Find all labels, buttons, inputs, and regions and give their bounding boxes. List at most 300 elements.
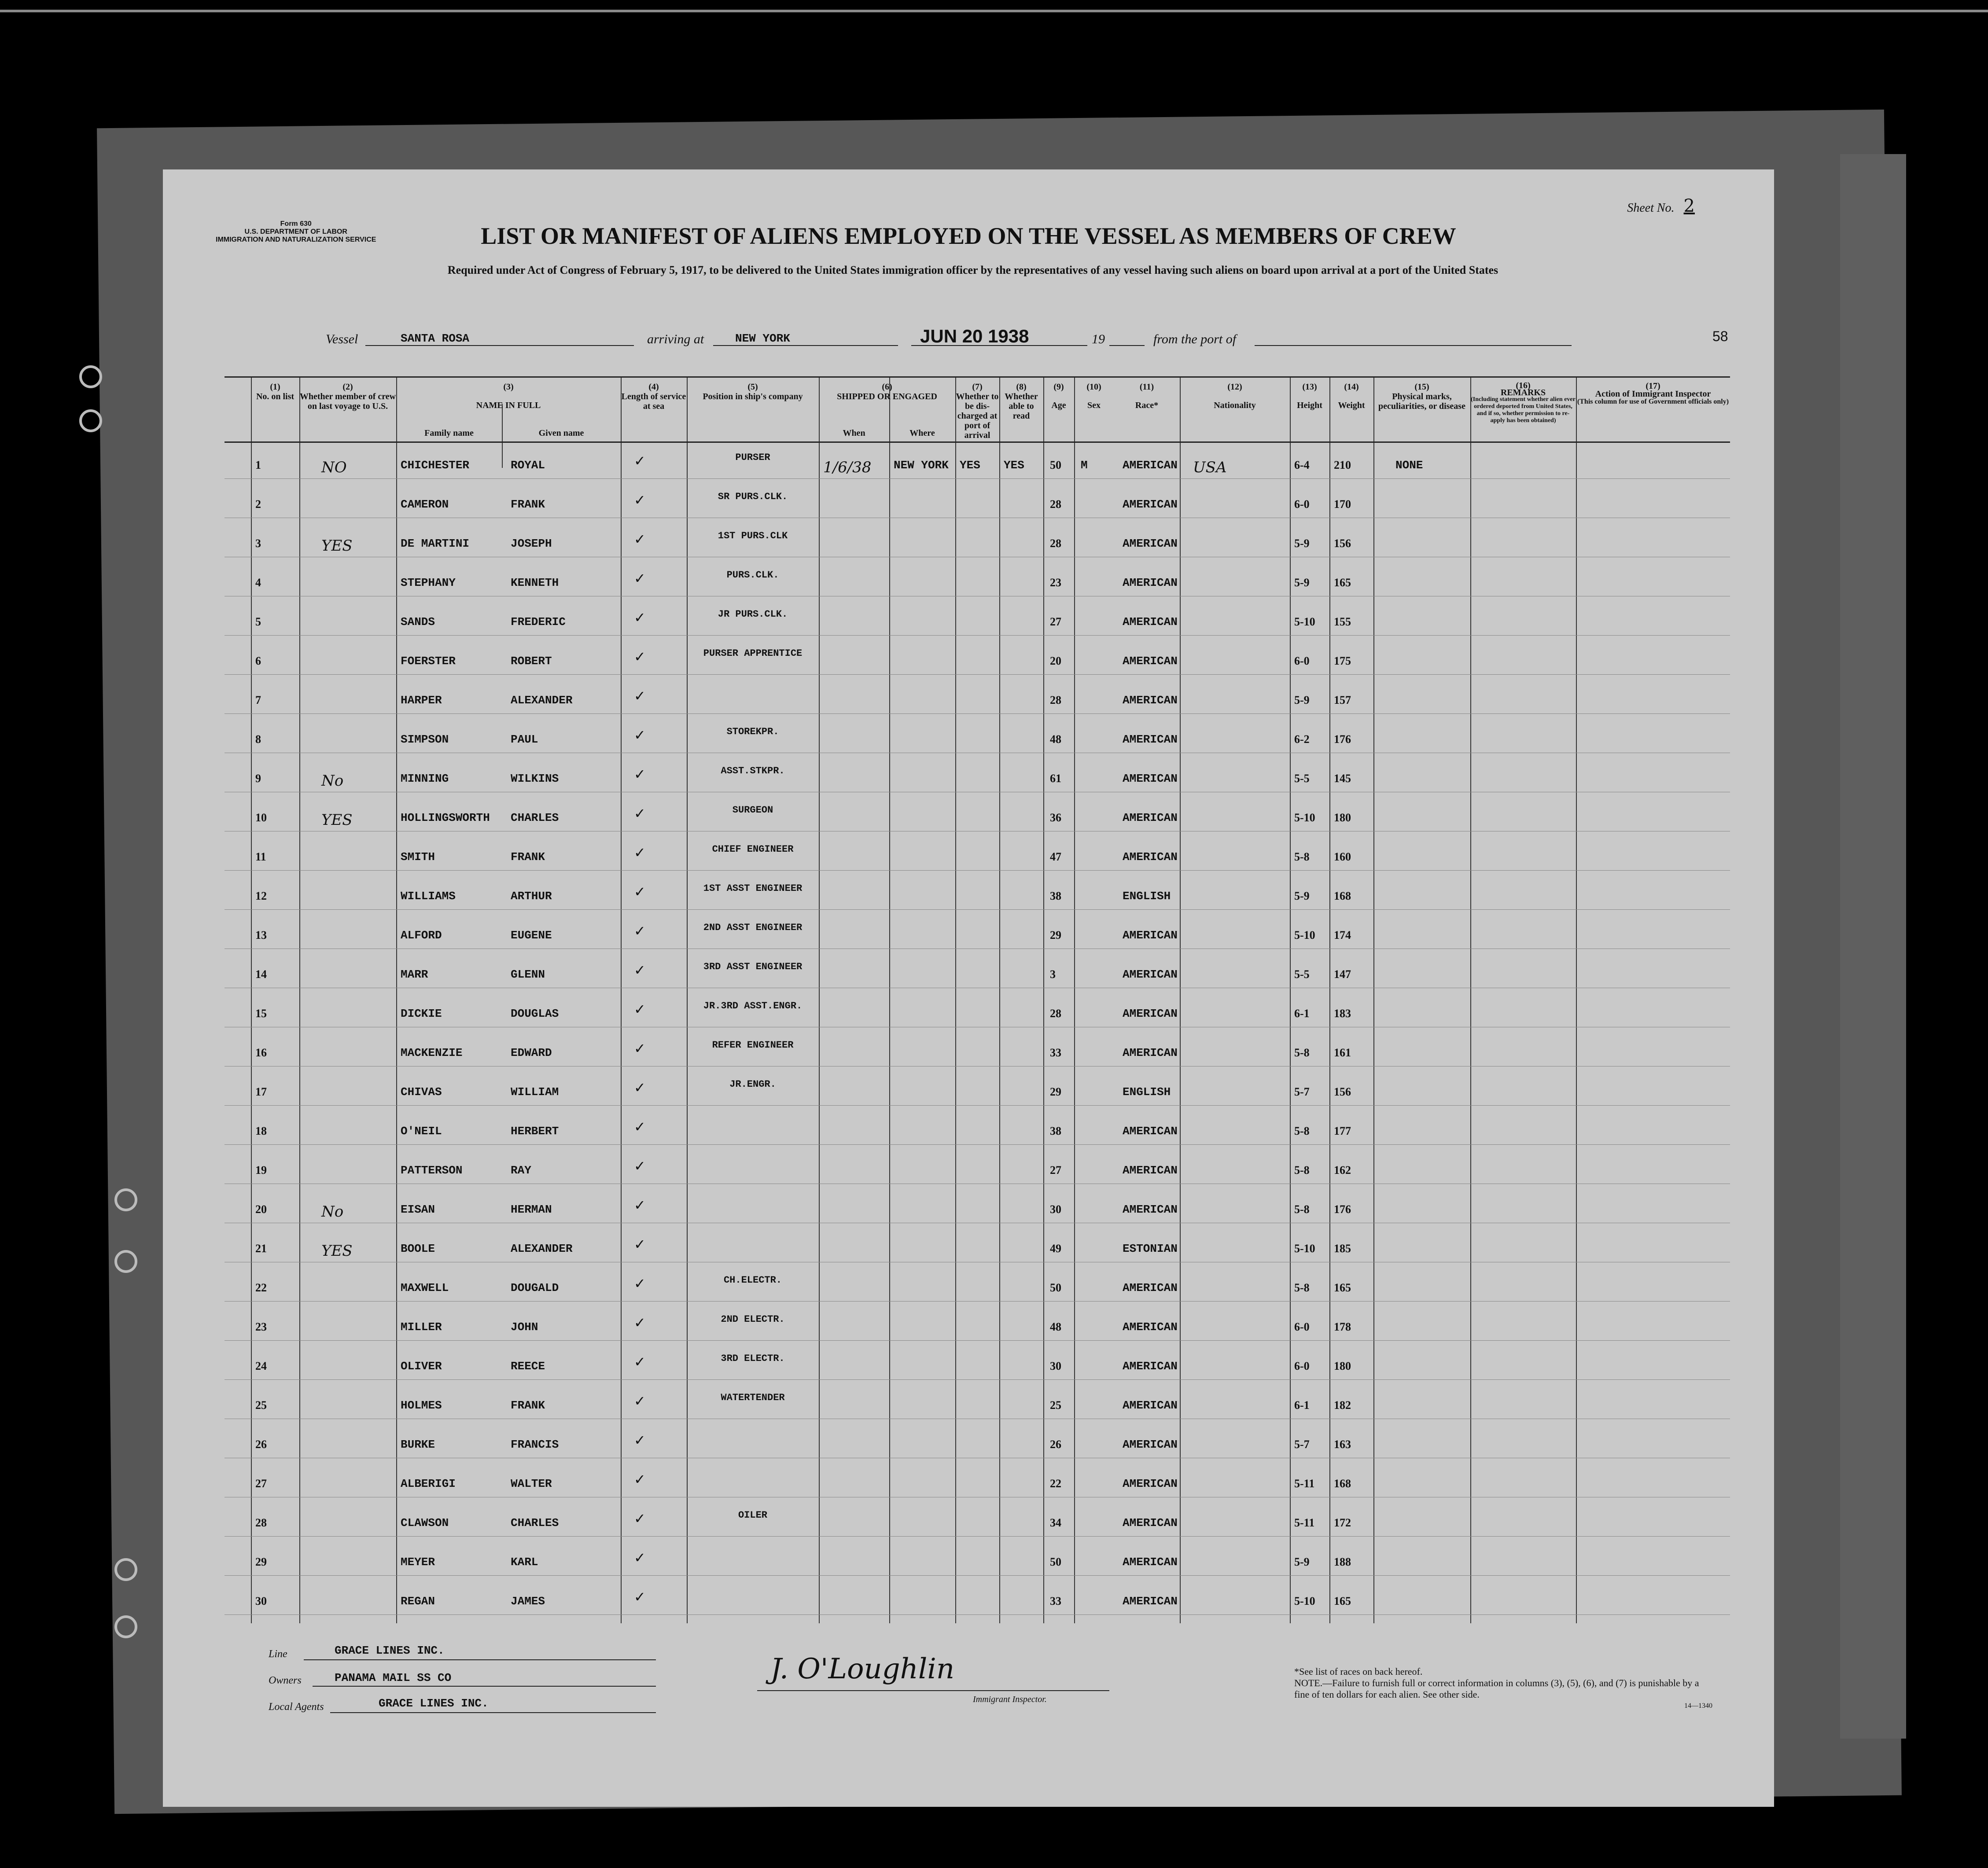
- cell-age: 50: [1050, 459, 1061, 471]
- table-row: [225, 757, 1730, 792]
- cell-age: 38: [1050, 890, 1061, 902]
- cell-given: GLENN: [511, 968, 545, 981]
- cell-wt: 182: [1334, 1399, 1351, 1412]
- check-mark-icon: ✓: [634, 805, 646, 822]
- binder-hole: [79, 365, 102, 388]
- cell-n: 10: [255, 811, 267, 824]
- cell-wt: 147: [1334, 968, 1351, 981]
- cell-age: 61: [1050, 772, 1061, 785]
- table-row: [225, 1266, 1730, 1302]
- document-subtitle: Required under Act of Congress of February 5, 1917, to be delivered to the United States immigration officer by the representatives of any vessel having such aliens on board upon arrival at a port of the United States: [447, 264, 1498, 276]
- cell-pos: CH.ELECTR.: [723, 1275, 782, 1286]
- col-4-header: (4) Length of service at sea: [621, 382, 686, 411]
- vessel-name: SANTA ROSA: [401, 332, 470, 345]
- table-row: [225, 640, 1730, 675]
- check-mark-icon: ✓: [634, 727, 646, 743]
- cell-wt: 165: [1334, 576, 1351, 589]
- cell-ht: 5-8: [1294, 1125, 1310, 1137]
- footnote: [1294, 1666, 1712, 1712]
- cell-n: 30: [255, 1595, 267, 1607]
- cell-age: 29: [1050, 1085, 1061, 1098]
- cell-ht: 5-8: [1294, 1203, 1310, 1216]
- cell-ht: 6-4: [1294, 459, 1310, 471]
- page-number: 58: [1712, 328, 1728, 344]
- cell-race: AMERICAN: [1123, 576, 1178, 589]
- owners-value: PANAMA MAIL SS CO: [335, 1671, 452, 1684]
- check-mark-icon: ✓: [634, 452, 646, 469]
- table-row: [225, 483, 1730, 518]
- cell-race: AMERICAN: [1123, 694, 1178, 707]
- cell-given: WALTER: [511, 1477, 552, 1490]
- cell-ht: 5-9: [1294, 537, 1310, 550]
- cell-n: 16: [255, 1046, 267, 1059]
- cell-n: 23: [255, 1320, 267, 1333]
- cell-race: AMERICAN: [1123, 1320, 1178, 1334]
- table-row: [225, 953, 1730, 988]
- cell-wt: 156: [1334, 537, 1351, 550]
- top-border-line: [0, 10, 1988, 12]
- col-10-header: (10) Sex: [1086, 382, 1101, 410]
- cell-race: AMERICAN: [1123, 1555, 1178, 1569]
- table-row: [225, 679, 1730, 714]
- cell-pos: JR.3RD ASST.ENGR.: [703, 1000, 803, 1011]
- table-row: [225, 1188, 1730, 1223]
- cell-given: ROYAL: [511, 459, 545, 472]
- check-mark-icon: ✓: [634, 1393, 646, 1409]
- cell-n: 22: [255, 1281, 267, 1294]
- cell-given: WILLIAM: [511, 1085, 559, 1099]
- where-header: Where: [909, 428, 935, 438]
- cell-wt: 176: [1334, 733, 1351, 746]
- table-row: [225, 1031, 1730, 1066]
- cell-pos: REFER ENGINEER: [712, 1040, 794, 1051]
- crew-table: [225, 376, 1730, 1623]
- cell-ht: 6-0: [1294, 655, 1310, 667]
- table-row: [225, 600, 1730, 636]
- table-row: [225, 1305, 1730, 1341]
- cell-family: REGAN: [401, 1595, 435, 1608]
- cell-n: 26: [255, 1438, 267, 1451]
- cell-ht: 6-0: [1294, 1360, 1310, 1372]
- check-mark-icon: ✓: [634, 844, 646, 861]
- department-name: U.S. DEPARTMENT OF LABOR: [244, 228, 347, 235]
- cell-age: 50: [1050, 1555, 1061, 1568]
- cell-age: 26: [1050, 1438, 1061, 1451]
- cell-given: CHARLES: [511, 811, 559, 824]
- cell-n: 28: [255, 1516, 267, 1529]
- cell-n: 9: [255, 772, 261, 785]
- table-row: [225, 835, 1730, 871]
- check-mark-icon: ✓: [634, 1001, 646, 1018]
- cell-family: MACKENZIE: [401, 1046, 463, 1059]
- cell-race: AMERICAN: [1123, 772, 1178, 785]
- cell-family: PATTERSON: [401, 1164, 463, 1177]
- cell-age: 25: [1050, 1399, 1061, 1412]
- cell-ht: 5-11: [1294, 1516, 1315, 1529]
- vessel-label: Vessel: [326, 332, 358, 346]
- cell-race: AMERICAN: [1123, 459, 1178, 472]
- cell-pos: 3RD ASST ENGINEER: [703, 961, 803, 972]
- check-mark-icon: ✓: [634, 609, 646, 626]
- cell-family: CAMERON: [401, 498, 449, 511]
- cell-ht: 5-9: [1294, 694, 1310, 706]
- cell-family: BURKE: [401, 1438, 435, 1451]
- cell-race: AMERICAN: [1123, 1281, 1178, 1294]
- arriving-label: arriving at: [647, 332, 704, 346]
- col-15-header: (15) Physical marks, peculiarities, or disease: [1378, 382, 1465, 411]
- cell-pos: 3RD ELECTR.: [721, 1353, 785, 1364]
- cell-n: 2: [255, 498, 261, 511]
- check-mark-icon: ✓: [634, 1589, 646, 1605]
- cell-pos: PURSER APPRENTICE: [703, 648, 803, 659]
- check-mark-icon: ✓: [634, 1549, 646, 1566]
- cell-prev: No: [321, 1203, 344, 1221]
- cell-ht: 5-9: [1294, 890, 1310, 902]
- document-title: LIST OR MANIFEST OF ALIENS EMPLOYED ON THE VESSEL AS MEMBERS OF CREW: [481, 223, 1456, 249]
- cell-given: HERBERT: [511, 1125, 559, 1138]
- cell-pos: PURSER: [735, 452, 770, 463]
- cell-sex: M: [1081, 459, 1088, 472]
- binder-hole: [114, 1558, 137, 1581]
- col-6-header: (6) SHIPPED OR ENGAGED: [837, 382, 937, 401]
- cell-prev: YES: [321, 537, 353, 555]
- table-row: [225, 1149, 1730, 1184]
- cell-race: AMERICAN: [1123, 1046, 1178, 1059]
- penalty-note: NOTE.—Failure to furnish full or correct information in columns (3), (5), (6), and (7) is punishable by a fine of ten dollars for each alien. See other side.: [1294, 1677, 1699, 1700]
- cell-age: 38: [1050, 1125, 1061, 1137]
- owners-label: Owners: [269, 1675, 302, 1686]
- cell-age: 30: [1050, 1203, 1061, 1216]
- cell-n: 8: [255, 733, 261, 746]
- check-mark-icon: ✓: [634, 1118, 646, 1135]
- cell-age: 30: [1050, 1360, 1061, 1372]
- cell-age: 33: [1050, 1595, 1061, 1607]
- cell-family: WILLIAMS: [401, 890, 456, 903]
- cell-wt: 168: [1334, 1477, 1351, 1490]
- cell-n: 5: [255, 615, 261, 628]
- cell-family: BOOLE: [401, 1242, 435, 1255]
- cell-race: AMERICAN: [1123, 1125, 1178, 1138]
- col-13-header: (13) Height: [1297, 382, 1322, 410]
- cell-n: 29: [255, 1555, 267, 1568]
- manifest-page: [163, 169, 1774, 1807]
- cell-given: ALEXANDER: [511, 694, 573, 707]
- cell-pos: WATERTENDER: [721, 1392, 785, 1403]
- col-11-header: (11) Race*: [1135, 382, 1159, 410]
- cell-prev: YES: [321, 1242, 353, 1260]
- check-mark-icon: ✓: [634, 1040, 646, 1057]
- cell-family: EISAN: [401, 1203, 435, 1216]
- cell-race: AMERICAN: [1123, 498, 1178, 511]
- given-name-header: Given name: [538, 428, 584, 438]
- cell-prev: NO: [321, 459, 347, 476]
- cell-n: 11: [255, 850, 266, 863]
- table-row: [225, 1541, 1730, 1576]
- table-row: [225, 1462, 1730, 1497]
- cell-given: JOSEPH: [511, 537, 552, 550]
- binder-hole: [114, 1250, 137, 1273]
- cell-pos: ASST.STKPR.: [721, 765, 785, 776]
- cell-ht: 5-11: [1294, 1477, 1315, 1490]
- cell-ht: 5-10: [1294, 1242, 1315, 1255]
- cell-wt: 145: [1334, 772, 1351, 785]
- cell-age: 28: [1050, 498, 1061, 511]
- cell-family: ALFORD: [401, 929, 442, 942]
- cell-n: 15: [255, 1007, 267, 1020]
- cell-age: 28: [1050, 1007, 1061, 1020]
- check-mark-icon: ✓: [634, 883, 646, 900]
- table-row: [225, 522, 1730, 557]
- cell-race: AMERICAN: [1123, 1360, 1178, 1373]
- check-mark-icon: ✓: [634, 648, 646, 665]
- cell-race: AMERICAN: [1123, 615, 1178, 629]
- cell-age: 27: [1050, 1164, 1061, 1177]
- form-number: Form 630: [280, 220, 312, 228]
- cell-family: CLAWSON: [401, 1516, 449, 1530]
- check-mark-icon: ✓: [634, 1158, 646, 1174]
- cell-wt: 157: [1334, 694, 1351, 706]
- cell-age: 34: [1050, 1516, 1061, 1529]
- table-row: [225, 914, 1730, 949]
- cell-race: AMERICAN: [1123, 929, 1178, 942]
- binder-hole: [79, 409, 102, 432]
- print-code: 14—1340: [1684, 1702, 1712, 1710]
- cell-ht: 6-2: [1294, 733, 1310, 746]
- cell-pos: SURGEON: [732, 805, 773, 816]
- cell-n: 14: [255, 968, 267, 981]
- col-8-header: (8) Whether able to read: [1005, 382, 1038, 421]
- table-row: [225, 1580, 1730, 1615]
- cell-age: 28: [1050, 537, 1061, 550]
- cell-pos: PURS.CLK.: [726, 570, 779, 581]
- col-3-header: (3) NAME IN FULL: [476, 382, 541, 410]
- binder-hole: [114, 1188, 137, 1211]
- table-row: [225, 1110, 1730, 1145]
- cell-wt: 210: [1334, 459, 1351, 471]
- check-mark-icon: ✓: [634, 923, 646, 939]
- binder-hole: [114, 1615, 137, 1638]
- local-agents-label: Local Agents: [269, 1701, 324, 1713]
- cell-age: 22: [1050, 1477, 1061, 1490]
- cell-n: 21: [255, 1242, 267, 1255]
- cell-wt: 168: [1334, 890, 1351, 902]
- col-7-header: (7) Whether to be dis-charged at port of arrival: [956, 382, 999, 440]
- local-agents-value: GRACE LINES INC.: [379, 1697, 489, 1710]
- col-2-header: (2) Whether member of crew on last voyage to U.S.: [299, 382, 396, 411]
- cell-ht: 5-10: [1294, 811, 1315, 824]
- cell-age: 28: [1050, 694, 1061, 706]
- cell-age: 49: [1050, 1242, 1061, 1255]
- sheet-number-value: 2: [1683, 196, 1695, 216]
- cell-given: DOUGALD: [511, 1281, 559, 1294]
- table-row: [225, 875, 1730, 910]
- cell-ht: 5-9: [1294, 1555, 1310, 1568]
- cell-n: 27: [255, 1477, 267, 1490]
- service-name: IMMIGRATION AND NATURALIZATION SERVICE: [216, 236, 376, 243]
- cell-wt: 177: [1334, 1125, 1351, 1137]
- table-row: [225, 1423, 1730, 1458]
- cell-race: AMERICAN: [1123, 968, 1178, 981]
- cell-given: HERMAN: [511, 1203, 552, 1216]
- cell-given: EDWARD: [511, 1046, 552, 1059]
- cell-prev: No: [321, 772, 344, 790]
- cell-ht: 5-7: [1294, 1438, 1310, 1451]
- cell-family: MILLER: [401, 1320, 442, 1334]
- cell-pos: JR.ENGR.: [729, 1079, 776, 1090]
- col-1-header: (1) No. on list: [256, 382, 295, 401]
- cell-given: PAUL: [511, 733, 538, 746]
- cell-given: JOHN: [511, 1320, 538, 1334]
- year-prefix: 19: [1092, 332, 1105, 346]
- table-row: [225, 1345, 1730, 1380]
- sheet-number-label: Sheet No.: [1627, 201, 1675, 215]
- cell-given: FRANK: [511, 498, 545, 511]
- cell-age: 47: [1050, 850, 1061, 863]
- cell-wt: 174: [1334, 929, 1351, 941]
- cell-race: AMERICAN: [1123, 1595, 1178, 1608]
- cell-wt: 178: [1334, 1320, 1351, 1333]
- cell-ht: 6-0: [1294, 498, 1310, 511]
- cell-when: 1/6/38: [823, 459, 872, 476]
- line-value: GRACE LINES INC.: [335, 1644, 445, 1657]
- cell-given: ARTHUR: [511, 890, 552, 903]
- background-sheet-edge: [1840, 154, 1906, 1739]
- cell-marks: NONE: [1395, 459, 1423, 472]
- cell-age: 20: [1050, 655, 1061, 667]
- cell-family: SIMPSON: [401, 733, 449, 746]
- cell-family: HOLLINGSWORTH: [401, 811, 490, 824]
- table-row: [225, 1227, 1730, 1262]
- cell-age: 48: [1050, 1320, 1061, 1333]
- cell-disch: YES: [960, 459, 980, 472]
- cell-race: AMERICAN: [1123, 655, 1178, 668]
- check-mark-icon: ✓: [634, 1236, 646, 1253]
- cell-wt: 160: [1334, 850, 1351, 863]
- cell-age: 36: [1050, 811, 1061, 824]
- cell-wt: 185: [1334, 1242, 1351, 1255]
- cell-n: 4: [255, 576, 261, 589]
- line-label: Line: [269, 1648, 287, 1660]
- cell-race: AMERICAN: [1123, 1438, 1178, 1451]
- cell-given: WILKINS: [511, 772, 559, 785]
- cell-given: KARL: [511, 1555, 538, 1569]
- table-row: [225, 1070, 1730, 1106]
- cell-pos: 1ST ASST ENGINEER: [703, 883, 803, 894]
- cell-age: 33: [1050, 1046, 1061, 1059]
- check-mark-icon: ✓: [634, 1471, 646, 1488]
- header-separator: [225, 441, 1730, 443]
- cell-wt: 176: [1334, 1203, 1351, 1216]
- family-name-header: Family name: [424, 428, 474, 438]
- vessel-line: [163, 326, 1774, 348]
- cell-age: 29: [1050, 929, 1061, 941]
- table-row: [225, 1501, 1730, 1537]
- cell-n: 1: [255, 459, 261, 471]
- cell-race: ESTONIAN: [1123, 1242, 1178, 1255]
- cell-race: AMERICAN: [1123, 1477, 1178, 1490]
- cell-n: 20: [255, 1203, 267, 1216]
- cell-ht: 5-9: [1294, 576, 1310, 589]
- cell-given: KENNETH: [511, 576, 559, 589]
- check-mark-icon: ✓: [634, 1197, 646, 1213]
- cell-nat: USA: [1193, 459, 1227, 476]
- cell-given: CHARLES: [511, 1516, 559, 1530]
- cell-n: 24: [255, 1360, 267, 1372]
- cell-age: 50: [1050, 1281, 1061, 1294]
- cell-family: STEPHANY: [401, 576, 456, 589]
- cell-prev: YES: [321, 811, 353, 829]
- cell-pos: 1ST PURS.CLK: [718, 530, 788, 541]
- col-16-header: (16) REMARKS (Including statement whether alien ever ordered deported from United States, and if so, whether permission to re-apply has been obtained): [1471, 381, 1576, 424]
- cell-ht: 5-8: [1294, 1046, 1310, 1059]
- cell-pos: SR PURS.CLK.: [718, 491, 788, 502]
- cell-family: HOLMES: [401, 1399, 442, 1412]
- cell-given: EUGENE: [511, 929, 552, 942]
- cell-wt: 162: [1334, 1164, 1351, 1177]
- cell-wt: 172: [1334, 1516, 1351, 1529]
- cell-wt: 188: [1334, 1555, 1351, 1568]
- cell-pos: 2ND ASST ENGINEER: [703, 922, 803, 933]
- cell-family: DE MARTINI: [401, 537, 470, 550]
- arrival-date-stamp: JUN 20 1938: [920, 326, 1029, 346]
- cell-wt: 161: [1334, 1046, 1351, 1059]
- table-row: [225, 796, 1730, 831]
- cell-race: AMERICAN: [1123, 537, 1178, 550]
- check-mark-icon: ✓: [634, 1510, 646, 1527]
- cell-n: 17: [255, 1085, 267, 1098]
- cell-wt: 175: [1334, 655, 1351, 667]
- col-5-header: (5) Position in ship's company: [703, 382, 803, 401]
- cell-n: 25: [255, 1399, 267, 1412]
- cell-given: ALEXANDER: [511, 1242, 573, 1255]
- cell-family: DICKIE: [401, 1007, 442, 1020]
- cell-ht: 5-10: [1294, 1595, 1315, 1607]
- cell-given: FRANK: [511, 1399, 545, 1412]
- inspector-label: Immigrant Inspector.: [973, 1695, 1047, 1704]
- col-17-header: (17) Action of Immigrant Inspector (This column for use of Government officials only): [1577, 381, 1729, 405]
- cell-n: 18: [255, 1125, 267, 1137]
- cell-age: 23: [1050, 576, 1061, 589]
- cell-ht: 6-1: [1294, 1007, 1310, 1020]
- col-12-header: (12) Nationality: [1214, 382, 1256, 410]
- cell-family: MEYER: [401, 1555, 435, 1569]
- cell-n: 6: [255, 655, 261, 667]
- cell-family: MARR: [401, 968, 428, 981]
- table-row: [225, 992, 1730, 1027]
- table-row: [225, 444, 1730, 479]
- cell-race: AMERICAN: [1123, 733, 1178, 746]
- cell-pos: CHIEF ENGINEER: [712, 844, 794, 855]
- cell-race: ENGLISH: [1123, 1085, 1171, 1099]
- cell-ht: 6-0: [1294, 1320, 1310, 1333]
- table-row: [225, 718, 1730, 753]
- cell-wt: 165: [1334, 1595, 1351, 1607]
- sheet-number: [1627, 196, 1695, 216]
- cell-n: 7: [255, 694, 261, 706]
- cell-given: DOUGLAS: [511, 1007, 559, 1020]
- cell-given: ROBERT: [511, 655, 552, 668]
- check-mark-icon: ✓: [634, 688, 646, 704]
- cell-race: AMERICAN: [1123, 850, 1178, 864]
- cell-age: 48: [1050, 733, 1061, 746]
- cell-race: AMERICAN: [1123, 1399, 1178, 1412]
- check-mark-icon: ✓: [634, 766, 646, 783]
- cell-family: O'NEIL: [401, 1125, 442, 1138]
- check-mark-icon: ✓: [634, 1353, 646, 1370]
- cell-ht: 5-10: [1294, 615, 1315, 628]
- table-row: [225, 561, 1730, 596]
- cell-race: AMERICAN: [1123, 811, 1178, 824]
